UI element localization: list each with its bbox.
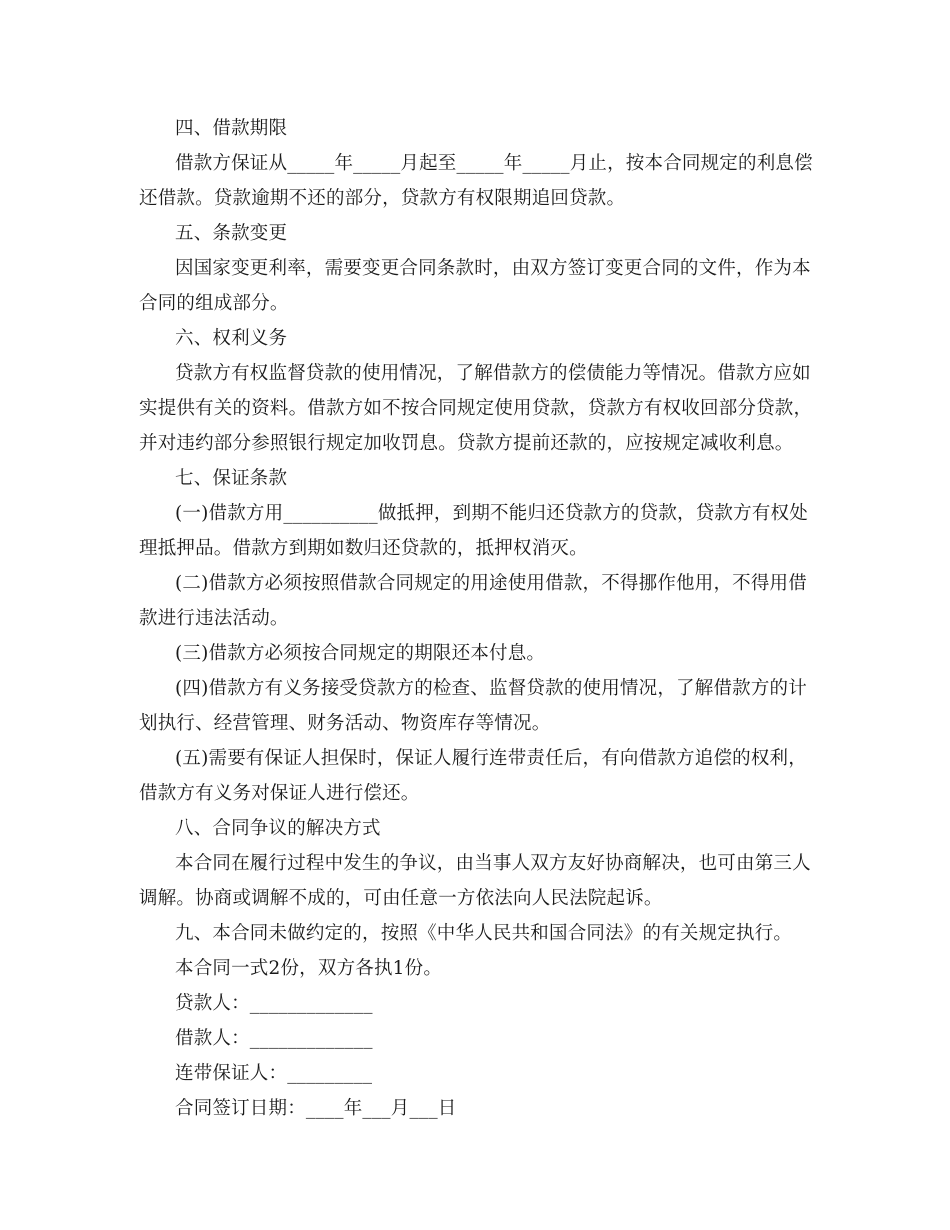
borrower-signature-field: 借款人：_____________: [175, 1028, 373, 1049]
paragraph-line: (四)借款方有义务接受贷款方的检查、监督贷款的使用情况，了解借款方的计: [175, 678, 807, 699]
paragraph-line: 借款方有义务对保证人进行偿还。: [139, 783, 420, 804]
paragraph-line: 九、本合同未做约定的，按照《中华人民共和国合同法》的有关规定执行。: [175, 923, 793, 944]
paragraph-line: (一)借款方用__________做抵押，到期不能归还贷款方的贷款，贷款方有权处: [175, 503, 808, 524]
paragraph-line: 款进行违法活动。: [139, 608, 289, 629]
paragraph-line: 因国家变更利率，需要变更合同条款时，由双方签订变更合同的文件，作为本: [175, 258, 811, 279]
section-heading-clause-change: 五、条款变更: [175, 223, 288, 244]
section-heading-loan-term: 四、借款期限: [175, 118, 288, 139]
lender-signature-field: 贷款人：_____________: [175, 993, 373, 1014]
paragraph-line: 并对违约部分参照银行规定加收罚息。贷款方提前还款的，应按规定减收利息。: [139, 433, 794, 454]
paragraph-line: 还借款。贷款逾期不还的部分，贷款方有权限期追回贷款。: [139, 188, 626, 209]
signing-date-field: 合同签订日期：____年___月___日: [175, 1098, 457, 1119]
guarantor-signature-field: 连带保证人：_________: [175, 1063, 373, 1084]
paragraph-line: 实提供有关的资料。借款方如不按合同规定使用贷款，贷款方有权收回部分贷款，: [139, 398, 813, 419]
section-heading-guarantee: 七、保证条款: [175, 468, 288, 489]
paragraph-line: (二)借款方必须按照借款合同规定的用途使用借款，不得挪作他用，不得用借: [175, 573, 807, 594]
paragraph-line: 借款方保证从_____年_____月起至_____年_____月止，按本合同规定的利息偿: [175, 153, 813, 174]
paragraph-line: 合同的组成部分。: [139, 293, 289, 314]
paragraph-line: 本合同在履行过程中发生的争议，由当事人双方友好协商解决，也可由第三人: [175, 853, 811, 874]
paragraph-line: 划执行、经营管理、财务活动、物资库存等情况。: [139, 713, 551, 734]
paragraph-line: 贷款方有权监督贷款的使用情况，了解借款方的偿债能力等情况。借款方应如: [175, 363, 811, 384]
paragraph-line: (五)需要有保证人担保时，保证人履行连带责任后，有向借款方追偿的权利，: [175, 748, 807, 769]
section-heading-rights-obligations: 六、权利义务: [175, 328, 288, 349]
paragraph-line: (三)借款方必须按合同规定的期限还本付息。: [175, 643, 546, 664]
paragraph-line: 本合同一式2份，双方各执1份。: [175, 958, 443, 979]
paragraph-line: 理抵押品。借款方到期如数归还贷款的，抵押权消灭。: [139, 538, 588, 559]
paragraph-line: 调解。协商或调解不成的，可由任意一方依法向人民法院起诉。: [139, 888, 663, 909]
section-heading-dispute: 八、合同争议的解决方式: [175, 818, 381, 839]
